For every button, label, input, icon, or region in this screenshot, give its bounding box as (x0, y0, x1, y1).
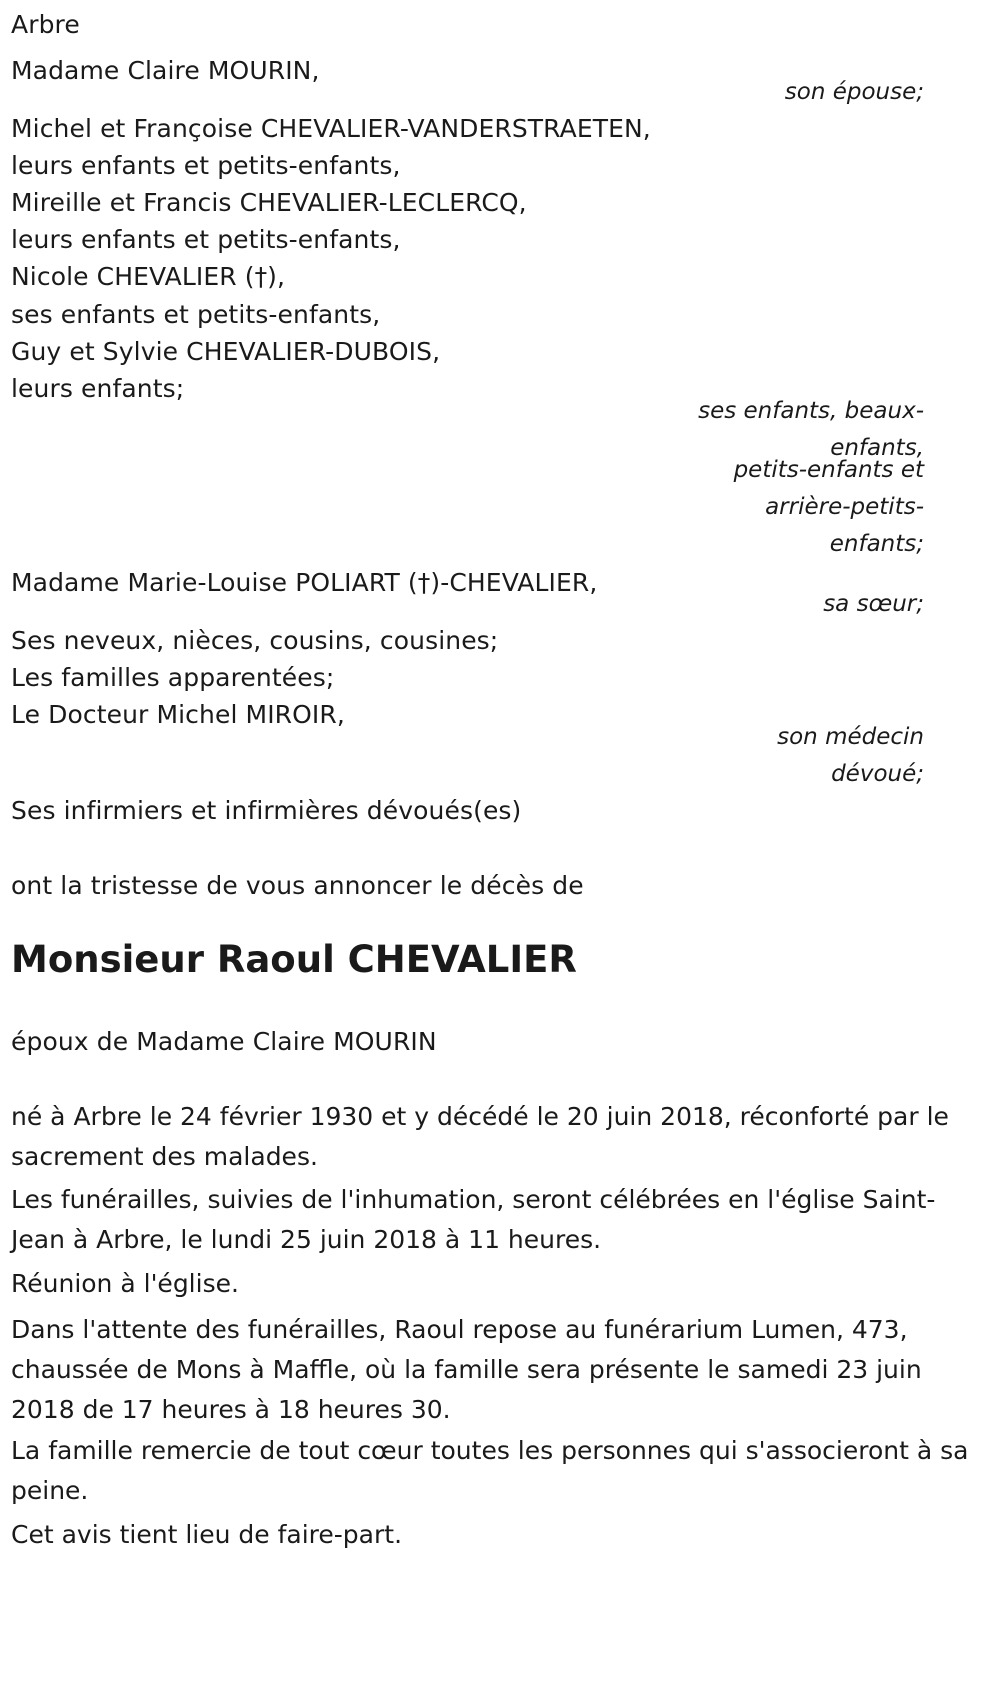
children-role-line-5: enfants; (829, 531, 924, 557)
spouse-of-line: époux de Madame Claire MOURIN (11, 1027, 437, 1056)
child-line-4: leurs enfants et petits-enfants, (11, 225, 401, 254)
nurses-line: Ses infirmiers et infirmières dévoués(es) (11, 796, 522, 825)
child-line-6: ses enfants et petits-enfants, (11, 300, 381, 329)
funeral-paragraph: Les funérailles, suivies de l'inhumation, seront célébrées en l'église Saint-Jean à Arbre, le lundi 25 juin 2018 à 11 heures. (11, 1185, 936, 1254)
other-line-1: Ses neveux, nièces, cousins, cousines; (11, 626, 499, 655)
other-line-3: Le Docteur Michel MIROIR, (11, 700, 345, 729)
thanks-paragraph: La famille remercie de tout cœur toutes les personnes qui s'associeront à sa peine. (11, 1436, 969, 1505)
place-name: Arbre (11, 10, 80, 39)
doctor-role-line-1: son médecin (777, 724, 924, 750)
child-line-8: leurs enfants; (11, 374, 185, 403)
child-line-5: Nicole CHEVALIER (†), (11, 262, 286, 291)
funerarium-paragraph: Dans l'attente des funérailles, Raoul repose au funérarium Lumen, 473, chaussée de Mons à Maffle, où la famille sera présente le samedi 23 juin 2018 de 17 heures à 18 heures 30. (11, 1315, 922, 1424)
meeting-paragraph: Réunion à l'église. (11, 1269, 239, 1298)
other-line-2: Les familles apparentées; (11, 663, 335, 692)
children-role-line-2: enfants, (830, 435, 924, 461)
children-role-line-1: ses enfants, beaux- (698, 398, 924, 424)
child-line-2: leurs enfants et petits-enfants, (11, 151, 401, 180)
spouse-role: son épouse; (784, 79, 924, 105)
children-role-line-4: arrière-petits- (765, 494, 924, 520)
announcement-intro: ont la tristesse de vous annoncer le décès de (11, 871, 584, 900)
child-line-3: Mireille et Francis CHEVALIER-LECLERCQ, (11, 188, 527, 217)
notice-paragraph: Cet avis tient lieu de faire-part. (11, 1520, 403, 1549)
spouse-name: Madame Claire MOURIN, (11, 56, 320, 85)
birth-death-paragraph: né à Arbre le 24 février 1930 et y décédé le 20 juin 2018, réconforté par le sacrement des malades. (11, 1102, 949, 1171)
deceased-name: Monsieur Raoul CHEVALIER (11, 938, 577, 981)
children-role-line-3: petits-enfants et (733, 457, 924, 483)
sister-name: Madame Marie-Louise POLIART (†)-CHEVALIER, (11, 568, 598, 597)
child-line-7: Guy et Sylvie CHEVALIER-DUBOIS, (11, 337, 441, 366)
sister-role: sa sœur; (823, 591, 924, 617)
child-line-1: Michel et Françoise CHEVALIER-VANDERSTRAETEN, (11, 114, 651, 143)
doctor-role-line-2: dévoué; (831, 761, 924, 787)
